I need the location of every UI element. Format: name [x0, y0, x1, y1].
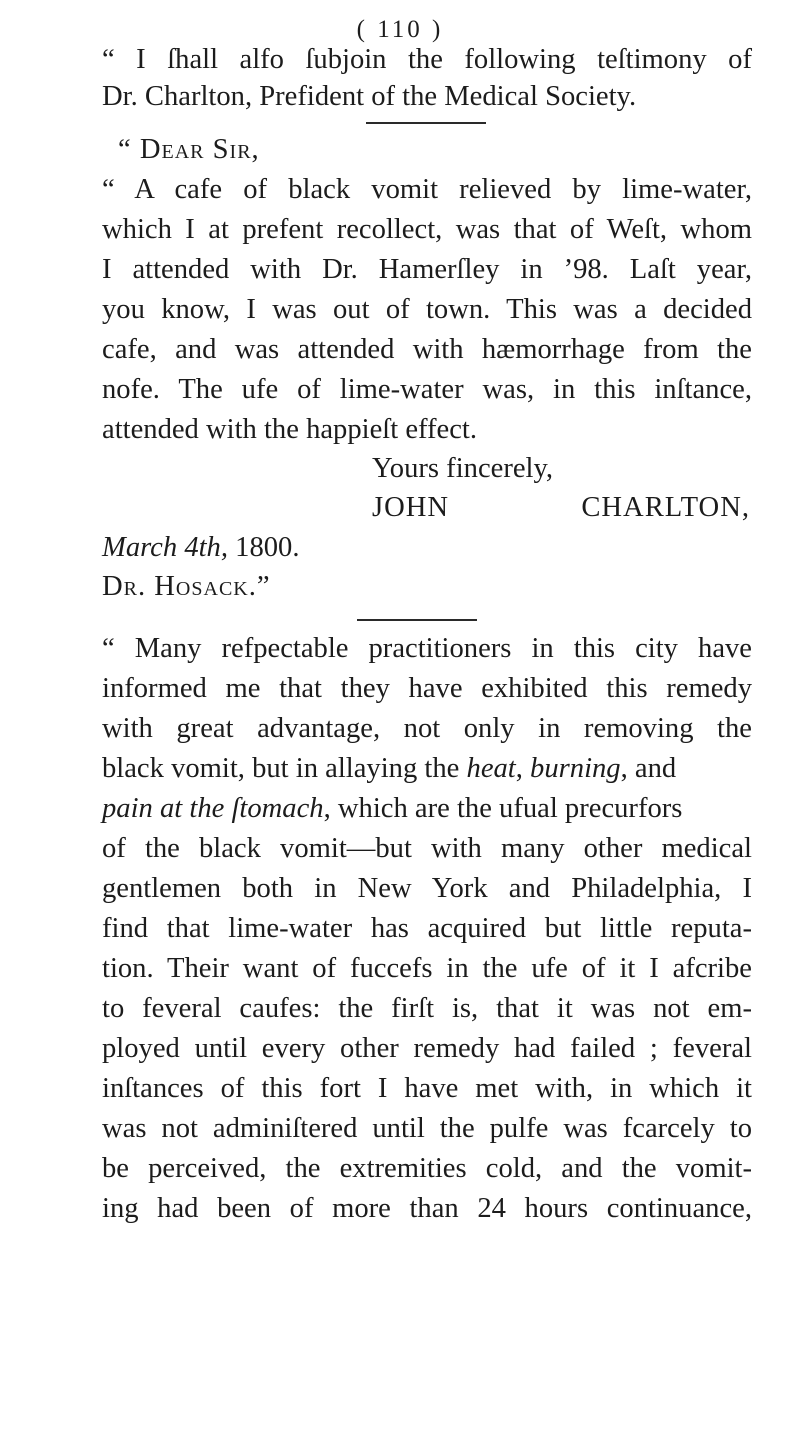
- text-run: , and: [620, 753, 677, 784]
- letter-signature: JOHN CHARLTON,: [372, 492, 750, 523]
- text-line: informed me that they have exhibited this remedy: [102, 673, 752, 704]
- text-line: ployed until every other remedy had failed ; feveral: [102, 1033, 752, 1064]
- text-line: ing had been of more than 24 hours continuance,: [102, 1193, 752, 1224]
- text-line: “ Many refpectable practitioners in this city have: [102, 633, 752, 664]
- text-line: with great advantage, not only in removing the: [102, 713, 752, 744]
- text-line: Dr. Charlton, Prefident of the Medical Society.: [102, 81, 637, 112]
- text-line: [102, 750, 752, 787]
- text-line: inſtances of this fort I have met with, in which it: [102, 1073, 752, 1104]
- text-line: “ A cafe of black vomit relieved by lime-water,: [102, 174, 752, 205]
- text-run: black vomit, but in allaying the: [102, 753, 460, 784]
- text-line: cafe, and was attended with hæmorrhage from the: [102, 334, 752, 365]
- text-run: ,: [515, 753, 531, 784]
- letter-salutation: “ Dear Sir,: [118, 134, 260, 165]
- text-run: , which are the ufual precurfors: [323, 793, 683, 824]
- text-line: which I at prefent recollect, was that of Weſt, whom: [102, 214, 752, 245]
- text-line: you know, I was out of town. This was a decided: [102, 294, 752, 325]
- section-rule: [357, 619, 477, 621]
- text-line: was not adminiſtered until the pulfe was fcarcely to: [102, 1113, 752, 1144]
- text-line: “ I ſhall alfo ſubjoin the following teſtimony of: [102, 44, 752, 75]
- letter-date-day: March 4th,: [102, 532, 229, 563]
- letter-date-year: 1800.: [228, 532, 300, 563]
- text-run-italic: heat: [466, 753, 516, 784]
- text-run-italic: pain at the ſtomach: [102, 793, 324, 824]
- text-line: to feveral caufes: the firſt is, that it was not em-: [102, 993, 752, 1024]
- text-line: nofe. The ufe of lime-water was, in this inſtance,: [102, 374, 752, 405]
- text-run-italic: burning: [530, 753, 621, 784]
- letter-addressee: Dr. Hosack.”: [102, 571, 271, 602]
- page-number: ( 110 ): [356, 16, 444, 43]
- text-line: tion. Their want of fuccefs in the ufe of it I afcribe: [102, 953, 752, 984]
- text-line: gentlemen both in New York and Philadelphia, I: [102, 873, 752, 904]
- text-line: find that lime-water has acquired but little reputa-: [102, 913, 752, 944]
- letter-signoff: Yours fincerely,: [372, 453, 554, 484]
- text-line: be perceived, the extremities cold, and the vomit-: [102, 1153, 752, 1184]
- text-line: [102, 790, 752, 827]
- text-line: of the black vomit—but with many other medical: [102, 833, 752, 864]
- section-rule: [366, 122, 486, 124]
- text-line: attended with the happieſt effect.: [102, 414, 478, 445]
- letter-date: [102, 529, 300, 566]
- text-line: I attended with Dr. Hamerſley in ’98. Laſt year,: [102, 254, 752, 285]
